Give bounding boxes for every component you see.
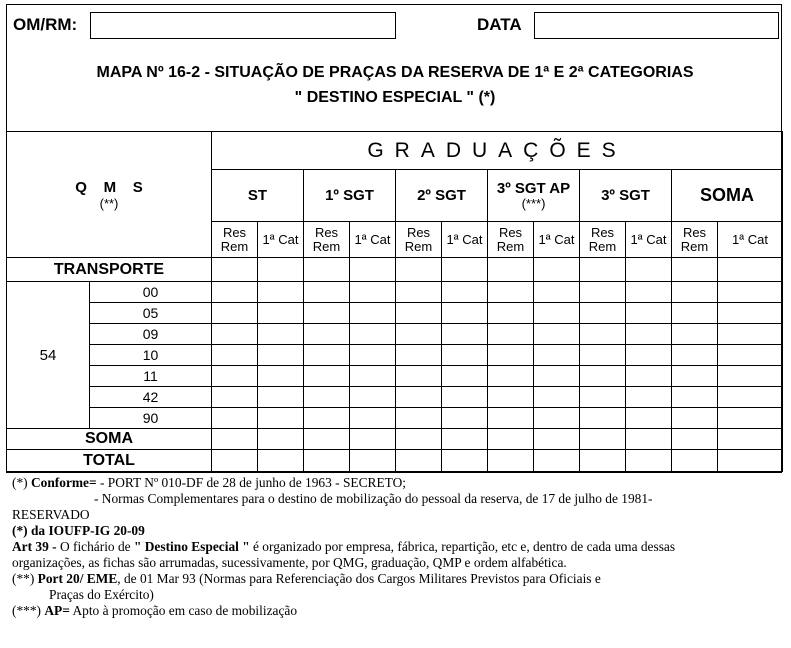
table-row (7, 324, 783, 345)
data-cell[interactable] (304, 258, 350, 282)
qms-code: 90 (90, 408, 212, 429)
om-rm-label: OM/RM: (13, 15, 78, 34)
data-cell[interactable] (442, 282, 488, 303)
data-cell[interactable] (350, 303, 396, 324)
qms-code: 00 (90, 282, 212, 303)
data-label: DATA (477, 15, 522, 34)
qms-code: 10 (90, 345, 212, 366)
data-cell[interactable] (718, 450, 783, 472)
data-cell[interactable] (580, 303, 626, 324)
data-cell[interactable] (212, 408, 258, 429)
data-cell[interactable] (534, 366, 580, 387)
om-rm-field[interactable] (90, 12, 396, 39)
data-cell[interactable] (212, 429, 258, 450)
note-text: Praças do Exército) (49, 587, 154, 602)
data-cell[interactable] (626, 408, 672, 429)
data-cell[interactable] (626, 282, 672, 303)
data-cell[interactable] (258, 345, 304, 366)
data-cell[interactable] (580, 282, 626, 303)
note-bold: da IOUFP-IG 20-09 (30, 523, 145, 538)
data-cell[interactable] (396, 303, 442, 324)
res-rem-label: Res Rem (404, 224, 433, 254)
data-cell[interactable] (258, 429, 304, 450)
data-cell[interactable] (212, 258, 258, 282)
data-cell[interactable] (442, 366, 488, 387)
qms-code: 42 (90, 387, 212, 408)
qms-code: 05 (90, 303, 212, 324)
note-text: organizações, as fichas são arrumadas, sucessivamente, por QMG, graduação, QMP e ordem alfabética. (12, 555, 567, 570)
data-cell[interactable] (672, 450, 718, 472)
data-cell[interactable] (718, 366, 783, 387)
res-rem-header (396, 222, 442, 258)
res-rem-header (212, 222, 258, 258)
data-cell[interactable] (534, 345, 580, 366)
data-cell[interactable] (580, 429, 626, 450)
data-cell[interactable] (534, 324, 580, 345)
soma-label: SOMA (7, 429, 212, 450)
data-cell[interactable] (258, 303, 304, 324)
data-cell[interactable] (488, 282, 534, 303)
category-header (672, 170, 783, 222)
data-cell[interactable] (258, 408, 304, 429)
data-cell[interactable] (534, 387, 580, 408)
note-text: RESERVADO (12, 507, 90, 522)
category-note: (***) (521, 196, 546, 211)
first-cat-header (258, 222, 304, 258)
footnotes (12, 475, 782, 619)
note-bold: Port 20/ EME (37, 571, 118, 586)
data-cell[interactable] (212, 345, 258, 366)
data-cell[interactable] (626, 429, 672, 450)
data-cell[interactable] (396, 282, 442, 303)
data-cell[interactable] (580, 450, 626, 472)
first-cat-label: 1ª Cat (354, 231, 391, 247)
note-text: - Normas Complementares para o destino de mobilização do pessoal da reserva, de 17 de julho de 1981- (94, 491, 653, 506)
data-cell[interactable] (350, 345, 396, 366)
data-cell[interactable] (534, 258, 580, 282)
table-row (7, 282, 783, 303)
res-rem-label: Res Rem (588, 224, 617, 254)
res-rem-header (488, 222, 534, 258)
data-cell[interactable] (304, 387, 350, 408)
data-cell[interactable] (212, 366, 258, 387)
note-marker: (*) (12, 475, 28, 490)
data-cell[interactable] (580, 345, 626, 366)
data-cell[interactable] (304, 408, 350, 429)
data-cell[interactable] (258, 366, 304, 387)
category-name: ST (247, 187, 268, 204)
table-row (7, 303, 783, 324)
data-cell[interactable] (258, 324, 304, 345)
note-bold: " Destino Especial " (133, 539, 250, 554)
data-cell[interactable] (304, 282, 350, 303)
data-cell[interactable] (488, 258, 534, 282)
data-cell[interactable] (212, 324, 258, 345)
category-name: SOMA (700, 185, 754, 205)
qms-code: 09 (90, 324, 212, 345)
data-cell[interactable] (488, 450, 534, 472)
data-cell[interactable] (350, 324, 396, 345)
data-cell[interactable] (442, 408, 488, 429)
first-cat-header (350, 222, 396, 258)
data-cell[interactable] (534, 408, 580, 429)
data-cell[interactable] (304, 345, 350, 366)
data-cell[interactable] (396, 450, 442, 472)
first-cat-label: 1ª Cat (262, 231, 299, 247)
note-marker: (*) (12, 523, 28, 538)
data-cell[interactable] (212, 387, 258, 408)
qms-label: Q M S (75, 178, 143, 196)
category-name: 3º SGT AP (496, 180, 571, 197)
data-cell[interactable] (718, 324, 783, 345)
res-rem-label: Res Rem (496, 224, 525, 254)
data-cell[interactable] (488, 429, 534, 450)
data-cell[interactable] (350, 387, 396, 408)
data-cell[interactable] (626, 450, 672, 472)
data-cell[interactable] (534, 282, 580, 303)
data-cell[interactable] (488, 387, 534, 408)
data-cell[interactable] (350, 282, 396, 303)
data-cell[interactable] (212, 282, 258, 303)
data-cell[interactable] (258, 387, 304, 408)
data-cell[interactable] (488, 345, 534, 366)
qms-note: (**) (99, 195, 119, 211)
data-cell[interactable] (626, 387, 672, 408)
table-row (7, 366, 783, 387)
first-cat-header (626, 222, 672, 258)
table-row (7, 387, 783, 408)
data-cell[interactable] (304, 366, 350, 387)
data-cell[interactable] (626, 345, 672, 366)
title-line-1: MAPA Nº 16-2 - SITUAÇÃO DE PRAÇAS DA RESERVA DE 1ª E 2ª CATEGORIAS (96, 64, 694, 81)
note-bold: AP= (44, 603, 70, 618)
data-cell[interactable] (672, 324, 718, 345)
first-cat-label: 1ª Cat (630, 231, 667, 247)
data-cell[interactable] (396, 366, 442, 387)
data-cell[interactable] (396, 324, 442, 345)
note-text: Apto à promoção em caso de mobilização (69, 603, 298, 618)
data-cell[interactable] (350, 429, 396, 450)
data-cell[interactable] (626, 303, 672, 324)
data-cell[interactable] (534, 450, 580, 472)
data-cell[interactable] (718, 282, 783, 303)
first-cat-label: 1ª Cat (732, 231, 768, 247)
category-header (304, 170, 396, 222)
data-cell[interactable] (258, 258, 304, 282)
data-cell[interactable] (580, 366, 626, 387)
data-cell[interactable] (534, 429, 580, 450)
data-cell[interactable] (396, 387, 442, 408)
category-header (212, 170, 304, 222)
data-field[interactable] (534, 12, 779, 39)
data-cell[interactable] (718, 387, 783, 408)
first-cat-header (442, 222, 488, 258)
data-cell[interactable] (442, 324, 488, 345)
data-cell[interactable] (718, 303, 783, 324)
data-cell[interactable] (442, 345, 488, 366)
data-cell[interactable] (442, 429, 488, 450)
first-cat-label: 1ª Cat (538, 231, 575, 247)
data-cell[interactable] (488, 324, 534, 345)
data-cell[interactable] (718, 408, 783, 429)
data-cell[interactable] (580, 324, 626, 345)
data-cell[interactable] (442, 303, 488, 324)
note-marker: (**) (12, 571, 35, 586)
data-cell[interactable] (672, 282, 718, 303)
table-row (7, 408, 783, 429)
title-line-2: " DESTINO ESPECIAL " (*) (294, 89, 496, 106)
data-cell[interactable] (442, 387, 488, 408)
data-cell[interactable] (672, 387, 718, 408)
data-cell[interactable] (396, 345, 442, 366)
data-cell[interactable] (304, 429, 350, 450)
data-cell[interactable] (396, 258, 442, 282)
data-cell[interactable] (672, 429, 718, 450)
table-row (7, 345, 783, 366)
note-text: - PORT Nº 010-DF de 28 de junho de 1963 - SECRETO; (96, 475, 406, 490)
data-cell[interactable] (534, 303, 580, 324)
data-cell[interactable] (304, 324, 350, 345)
category-name: 3º SGT (601, 187, 650, 204)
category-header (396, 170, 488, 222)
res-rem-header (580, 222, 626, 258)
note-bold: Conforme= (30, 475, 97, 490)
data-cell[interactable] (258, 282, 304, 303)
res-rem-label: Res Rem (312, 224, 341, 254)
data-cell[interactable] (304, 450, 350, 472)
qms-header (7, 132, 212, 258)
situation-table (6, 131, 783, 472)
first-cat-header (534, 222, 580, 258)
data-cell[interactable] (396, 429, 442, 450)
data-cell[interactable] (580, 258, 626, 282)
data-cell[interactable] (672, 258, 718, 282)
category-header (580, 170, 672, 222)
data-cell[interactable] (396, 408, 442, 429)
res-rem-header (672, 222, 718, 258)
data-cell[interactable] (442, 258, 488, 282)
data-cell[interactable] (304, 303, 350, 324)
res-rem-label: Res Rem (680, 224, 709, 254)
note-text: O fichário de (56, 539, 134, 554)
res-rem-label: Res Rem (220, 224, 249, 254)
data-cell[interactable] (672, 408, 718, 429)
data-cell[interactable] (580, 408, 626, 429)
data-cell[interactable] (580, 387, 626, 408)
data-cell[interactable] (626, 366, 672, 387)
data-cell[interactable] (488, 408, 534, 429)
category-header (488, 170, 580, 222)
first-cat-header (718, 222, 783, 258)
data-cell[interactable] (442, 450, 488, 472)
data-cell[interactable] (350, 408, 396, 429)
data-cell[interactable] (718, 345, 783, 366)
data-cell[interactable] (718, 429, 783, 450)
note-bold: Art 39 - (12, 539, 57, 554)
data-cell[interactable] (626, 324, 672, 345)
data-cell[interactable] (350, 450, 396, 472)
data-cell[interactable] (672, 366, 718, 387)
total-label: TOTAL (7, 450, 212, 472)
note-marker: (***) (12, 603, 42, 618)
note-text: é organizado por empresa, fábrica, repartição, etc e, dentro de cada uma dessas (249, 539, 676, 554)
graduacoes-header: GRADUAÇÕES (212, 132, 783, 170)
data-cell[interactable] (212, 450, 258, 472)
data-cell[interactable] (350, 366, 396, 387)
data-cell[interactable] (350, 258, 396, 282)
data-cell[interactable] (488, 366, 534, 387)
category-name: 2º SGT (417, 187, 466, 204)
first-cat-label: 1ª Cat (446, 231, 483, 247)
note-text: , de 01 Mar 93 (Normas para Referenciação dos Cargos Militares Previstos para Oficiais e (117, 571, 601, 586)
data-cell[interactable] (488, 303, 534, 324)
transporte-label: TRANSPORTE (7, 258, 212, 282)
group-code: 54 (7, 282, 90, 429)
qms-code: 11 (90, 366, 212, 387)
res-rem-header (304, 222, 350, 258)
data-cell[interactable] (672, 345, 718, 366)
data-cell[interactable] (212, 303, 258, 324)
data-cell[interactable] (718, 258, 783, 282)
data-cell[interactable] (626, 258, 672, 282)
data-cell[interactable] (672, 303, 718, 324)
data-cell[interactable] (258, 450, 304, 472)
category-name: 1º SGT (325, 187, 374, 204)
